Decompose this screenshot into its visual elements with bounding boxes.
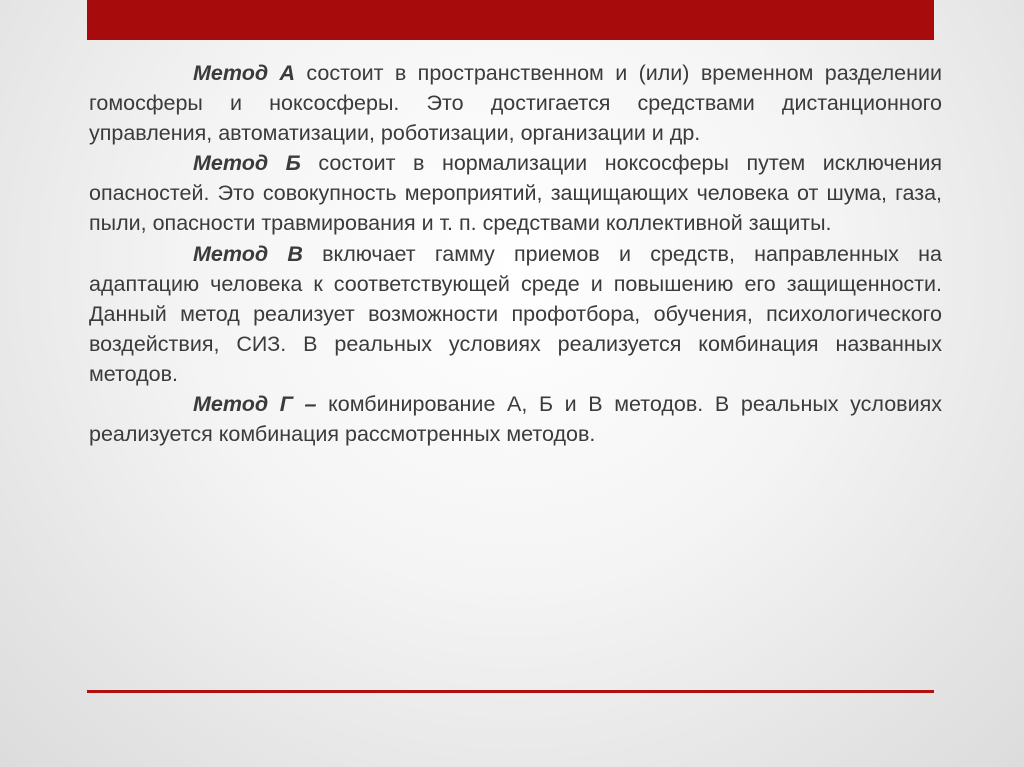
paragraph-method-g bbox=[89, 389, 942, 449]
paragraph-method-b bbox=[89, 148, 942, 238]
top-accent-bar bbox=[87, 0, 934, 40]
method-b-text: состоит в нормализации ноксосферы путем исключения опасностей. Это совокупность мероприятий, защищающих человека от шума, газа, пыли, опасности травмирования и т. п. средствами коллективной защиты. bbox=[89, 151, 943, 236]
paragraph-method-a bbox=[89, 58, 942, 148]
method-a-heading: Метод А bbox=[193, 61, 296, 85]
method-g-text: комбинирование А, Б и В методов. В реальных условиях реализуется комбинация рассмотренных методов. bbox=[89, 392, 943, 447]
method-v-heading: Метод В bbox=[193, 241, 303, 266]
method-g-heading: Метод Г – bbox=[193, 392, 317, 417]
method-a-text: состоит в пространственном и (или) временном разделении гомосферы и ноксосферы. Это достигается средствами дистанционного управления, автоматизации, роботизации, организации и др. bbox=[89, 61, 943, 146]
bottom-divider-line bbox=[87, 690, 934, 693]
paragraph-method-v bbox=[89, 239, 942, 389]
method-b-heading: Метод Б bbox=[193, 151, 301, 176]
slide-body-text bbox=[89, 58, 942, 449]
method-v-text: включает гамму приемов и средств, направленных на адаптацию человека к соответствующей среде и повышению его защищенности. Данный метод реализует возможности профотбора, обучения, психологического воздействия, СИЗ. В реальных условиях реализуется комбинация названных методов. bbox=[89, 241, 942, 386]
